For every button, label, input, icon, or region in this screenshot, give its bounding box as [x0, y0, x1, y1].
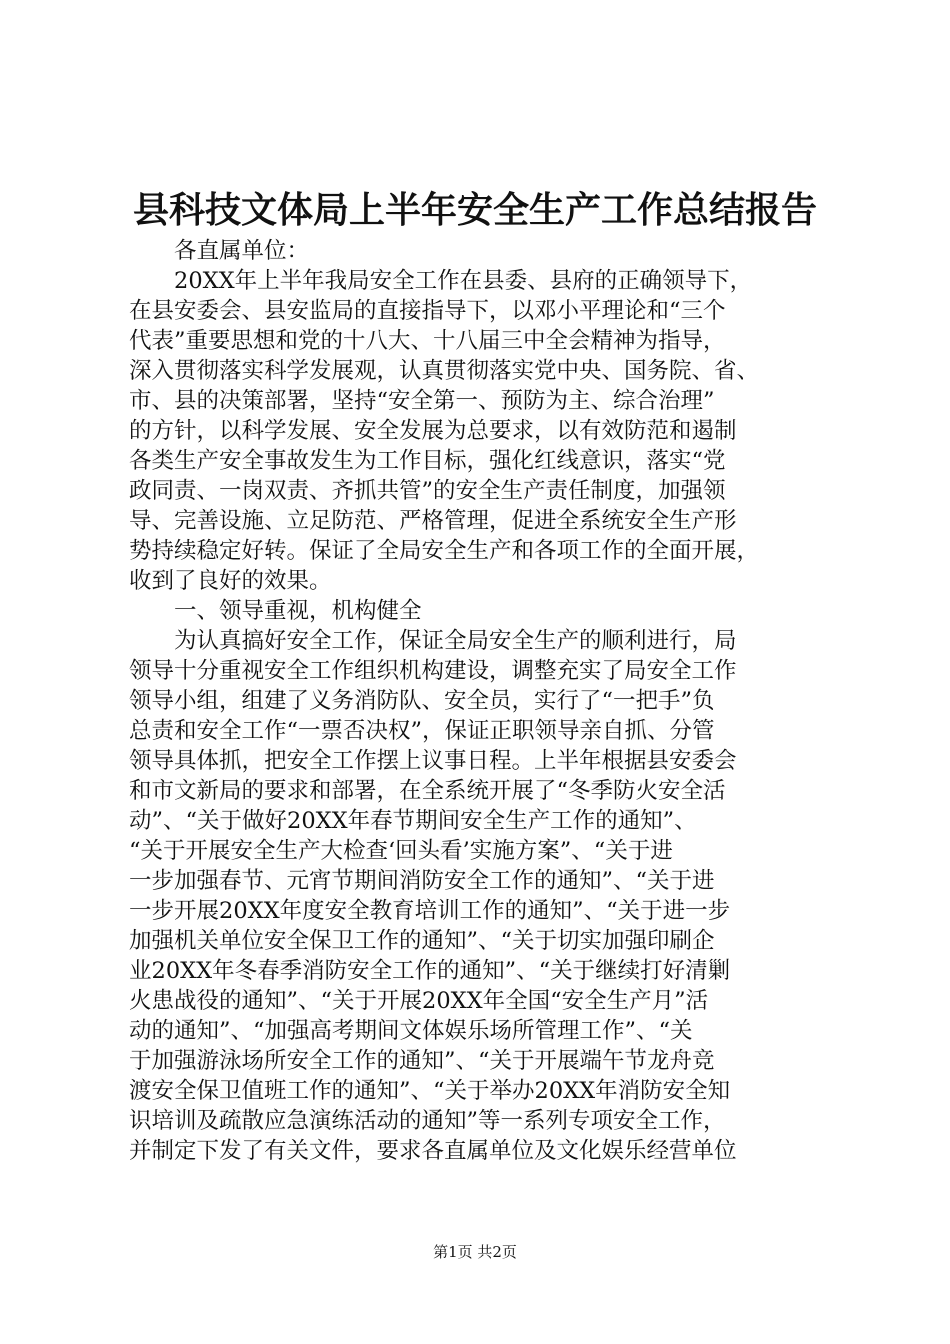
paragraph-line: 于加强游泳场所安全工作的通知”、“关于开展端午节龙舟竞 [129, 1048, 715, 1074]
paragraph-line: 为认真搞好安全工作，保证全局安全生产的顺利进行，局 [174, 628, 737, 654]
paragraph-line: 领导十分重视安全工作组织机构建设，调整充实了局安全工作 [129, 658, 737, 684]
page-footer: 第1页 共2页 [433, 1243, 517, 1261]
paragraph-line: 代表”重要思想和党的十八大、十八届三中全会精神为指导， [129, 328, 726, 354]
paragraph-line: 和市文新局的要求和部署，在全系统开展了“冬季防火安全活 [129, 778, 726, 804]
paragraph-line: 火患战役的通知”、“关于开展20XX年全国“安全生产月”活 [129, 988, 709, 1014]
paragraph-line: 领导具体抓，把安全工作摆上议事日程。上半年根据县安委会 [129, 748, 737, 774]
document-title: 县科技文体局上半年安全生产工作总结报告 [132, 189, 817, 231]
paragraph-line: 渡安全保卫值班工作的通知”、“关于举办20XX年消防安全知 [129, 1078, 731, 1104]
paragraph-line: 并制定下发了有关文件，要求各直属单位及文化娱乐经营单位 [129, 1138, 737, 1164]
paragraph-line: 总责和安全工作“一票否决权”，保证正职领导亲自抓、分管 [129, 718, 715, 744]
paragraph-line: 市、县的决策部署，坚持“安全第一、预防为主、综合治理” [129, 388, 715, 414]
paragraph-line: 收到了良好的效果。 [129, 568, 332, 594]
paragraph-line: 加强机关单位安全保卫工作的通知”、“关于切实加强印刷企 [129, 928, 715, 954]
section-heading: 一、领导重视，机构健全 [174, 598, 422, 624]
paragraph-line: 深入贯彻落实科学发展观，认真贯彻落实党中央、国务院、省、 [129, 358, 760, 384]
paragraph-line: 领导小组，组建了义务消防队、安全员，实行了“一把手”负 [129, 688, 715, 714]
salutation-line: 各直属单位： [174, 238, 310, 264]
paragraph-line: 识培训及疏散应急演练活动的通知”等一系列专项安全工作， [129, 1108, 726, 1134]
paragraph-line: 业20XX年冬春季消防安全工作的通知”、“关于继续打好清剿 [129, 958, 731, 984]
paragraph-line: 在县安委会、县安监局的直接指导下，以邓小平理论和“三个 [129, 298, 726, 324]
paragraph-line: 导、完善设施、立足防范、严格管理，促进全系统安全生产形 [129, 508, 737, 534]
paragraph-line: 20XX年上半年我局安全工作在县委、县府的正确领导下， [174, 268, 753, 294]
paragraph-line: 动”、“关于做好20XX年春节期间安全生产工作的通知”、 [129, 808, 697, 834]
document-body [129, 236, 839, 1166]
paragraph-line: 政同责、一岗双责、齐抓共管”的安全生产责任制度，加强领 [129, 478, 726, 504]
paragraph-line: 一步加强春节、元宵节期间消防安全工作的通知”、“关于进 [129, 868, 715, 894]
paragraph-line: 的方针，以科学发展、安全发展为总要求，以有效防范和遏制 [129, 418, 737, 444]
paragraph-line: 各类生产安全事故发生为工作目标，强化红线意识，落实“党 [129, 448, 726, 474]
paragraph-line: 一步开展20XX年度安全教育培训工作的通知”、“关于进一步 [129, 898, 731, 924]
paragraph-line: 动的通知”、“加强高考期间文体娱乐场所管理工作”、“关 [129, 1018, 693, 1044]
paragraph-line: “关于开展安全生产大检查‘回头看’实施方案”、“关于进 [129, 838, 673, 864]
paragraph-line: 势持续稳定好转。保证了全局安全生产和各项工作的全面开展， [129, 538, 760, 564]
